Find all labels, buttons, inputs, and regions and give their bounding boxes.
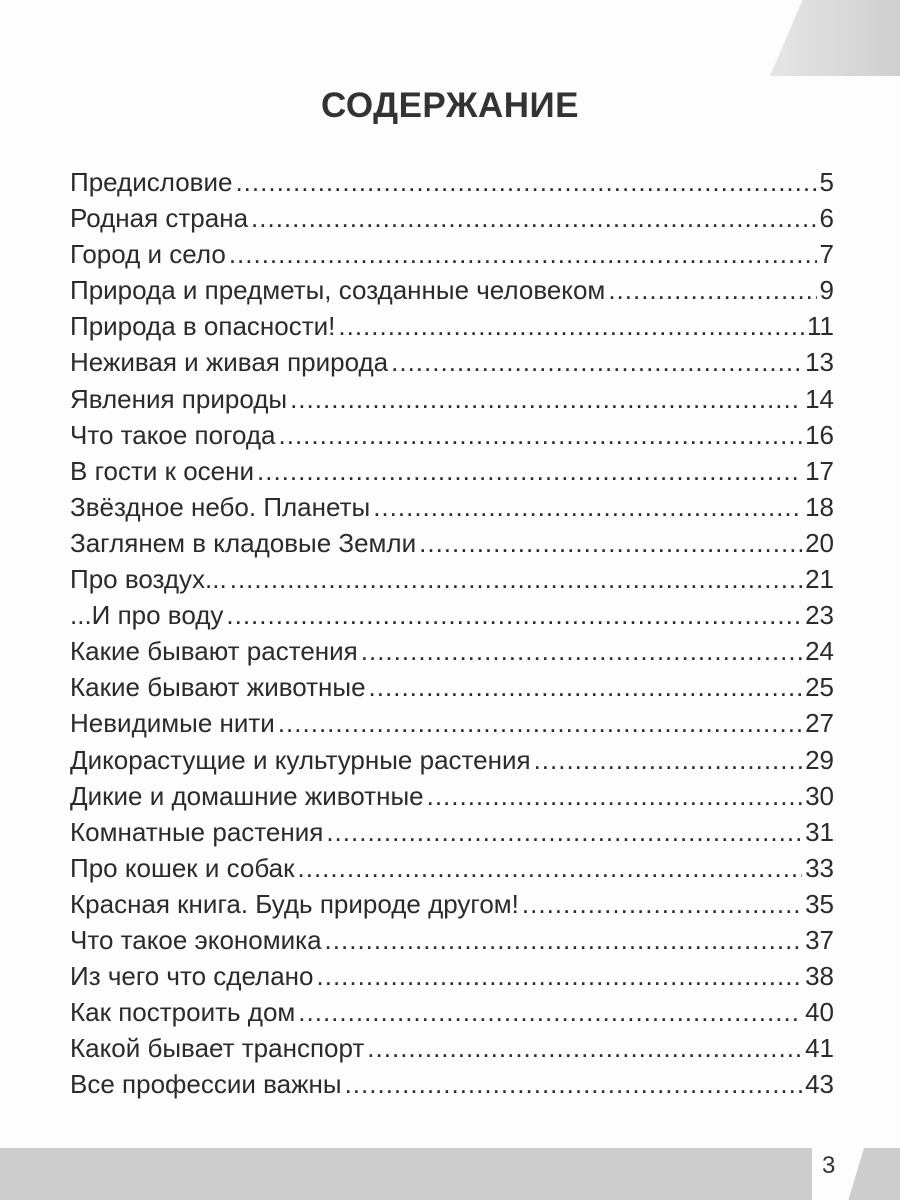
toc-entry-title: В гости к осени (70, 455, 254, 486)
toc-entry (70, 200, 834, 236)
dot-leader (338, 308, 804, 344)
dot-leader (534, 742, 803, 778)
toc-entry-title: Город и село (70, 239, 226, 270)
dot-leader (278, 705, 802, 741)
dot-leader (373, 489, 802, 525)
toc-entry (70, 344, 834, 380)
page-title: СОДЕРЖАНИЕ (320, 86, 579, 125)
dot-leader (257, 453, 802, 489)
toc-entry-page: 41 (805, 1033, 834, 1064)
page-number: 3 (822, 1152, 836, 1179)
dot-leader (391, 344, 802, 380)
toc-entry-title: Из чего что сделано (70, 961, 314, 992)
toc-entry (70, 525, 834, 561)
toc-entry-title: Родная страна (70, 203, 249, 234)
toc-entry-title: Невидимые нити (70, 708, 275, 739)
toc-entry-page: 40 (805, 997, 834, 1028)
dot-leader (361, 633, 802, 669)
toc-entry-page: 6 (819, 203, 834, 234)
toc-entry-title: Про кошек и собак (70, 852, 295, 883)
toc-entry-page: 38 (805, 961, 834, 992)
dot-leader (325, 922, 803, 958)
dot-leader (522, 886, 802, 922)
toc-entry-page: 18 (805, 491, 834, 522)
toc-entry (70, 453, 834, 489)
dot-leader (279, 417, 803, 453)
toc-entry-title: Заглянем в кладовые Земли (70, 527, 417, 558)
toc-entry-title: Все профессии важны (70, 1069, 342, 1100)
toc-entry-title: Природа в опасности! (70, 311, 336, 342)
toc-entry-page: 5 (819, 167, 834, 197)
toc-entry (70, 597, 834, 633)
toc-entry-title: Красная книга. Будь природе другом! (70, 888, 519, 919)
toc-entry (70, 1066, 834, 1102)
toc-entry-title: Какие бывают животные (70, 672, 366, 703)
toc-entry-title: Явления природы (70, 383, 288, 414)
toc-entry-page: 35 (805, 888, 834, 919)
toc-entry (70, 705, 834, 741)
toc-entry-page: 33 (805, 852, 834, 883)
dot-leader (230, 561, 802, 597)
footer-band (0, 1148, 900, 1200)
toc-entry (70, 850, 834, 886)
toc-entry (70, 669, 834, 705)
dot-leader (290, 381, 802, 417)
toc-entry-page: 24 (805, 636, 834, 667)
toc-entry-title: ...И про воду (70, 600, 224, 631)
toc-entry (70, 489, 834, 525)
toc-entry-page: 17 (805, 455, 834, 486)
toc-entry-page: 29 (805, 744, 834, 775)
toc-entry-page: 16 (805, 419, 834, 450)
dot-leader (608, 272, 816, 308)
toc-entry-title: Как построить дом (70, 997, 296, 1028)
toc-entry-page: 21 (805, 564, 834, 595)
page-corner-shade (770, 0, 900, 76)
toc-entry (70, 633, 834, 669)
dot-leader (317, 958, 803, 994)
dot-leader (419, 525, 802, 561)
toc-entry-page: 30 (805, 780, 834, 811)
toc-entry-title: Природа и предметы, созданные человеком (70, 275, 606, 306)
toc-entry (70, 922, 834, 958)
toc-entry-page: 20 (805, 527, 834, 558)
toc-entry-title: Звёздное небо. Планеты (70, 491, 371, 522)
toc-entry-title: Что такое погода (70, 419, 276, 450)
toc-entry (70, 958, 834, 994)
toc-entry-title: Про воздух... (70, 564, 227, 595)
toc-entry-title: Предисловие (70, 167, 233, 197)
toc-entry-page: 23 (805, 600, 834, 631)
toc-entry-title: Дикорастущие и культурные растения (70, 744, 531, 775)
dot-leader (345, 1066, 803, 1102)
toc-entry-page: 14 (805, 383, 834, 414)
toc-entry-page: 7 (819, 239, 834, 270)
dot-leader (298, 994, 802, 1030)
toc-entry-page: 27 (805, 708, 834, 739)
dot-leader (367, 1030, 802, 1066)
toc-entry-title: Какой бывает транспорт (70, 1033, 365, 1064)
toc-entry-page: 11 (807, 311, 834, 342)
toc-entry-title: Какие бывают растения (70, 636, 358, 667)
toc-entry (70, 164, 834, 200)
toc-entry-title: Неживая и живая природа (70, 347, 389, 378)
toc-entry-page: 13 (805, 347, 834, 378)
toc-entry-title: Комнатные растения (70, 816, 324, 847)
toc-entry (70, 236, 834, 272)
toc-entry (70, 742, 834, 778)
toc-entry (70, 308, 834, 344)
dot-leader (326, 814, 802, 850)
toc-entry-title: Что такое экономика (70, 924, 322, 955)
toc-entry (70, 886, 834, 922)
toc-entry-title: Дикие и домашние животные (70, 780, 424, 811)
toc-entry-page: 37 (805, 924, 834, 955)
dot-leader (251, 200, 817, 236)
toc-entry (70, 1030, 834, 1066)
dot-leader (298, 850, 803, 886)
dot-leader (226, 597, 802, 633)
dot-leader (369, 669, 803, 705)
toc-entry-page: 43 (805, 1069, 834, 1100)
toc-entry (70, 272, 834, 308)
dot-leader (229, 236, 817, 272)
toc-entry (70, 778, 834, 814)
dot-leader (235, 164, 816, 200)
toc-entry-page: 31 (805, 816, 834, 847)
toc-entry-page: 25 (805, 672, 834, 703)
toc-entry (70, 561, 834, 597)
table-of-contents (70, 164, 834, 1102)
toc-entry (70, 381, 834, 417)
toc-entry-page: 9 (819, 275, 834, 306)
dot-leader (427, 778, 802, 814)
toc-entry (70, 417, 834, 453)
toc-entry (70, 994, 834, 1030)
toc-entry (70, 814, 834, 850)
